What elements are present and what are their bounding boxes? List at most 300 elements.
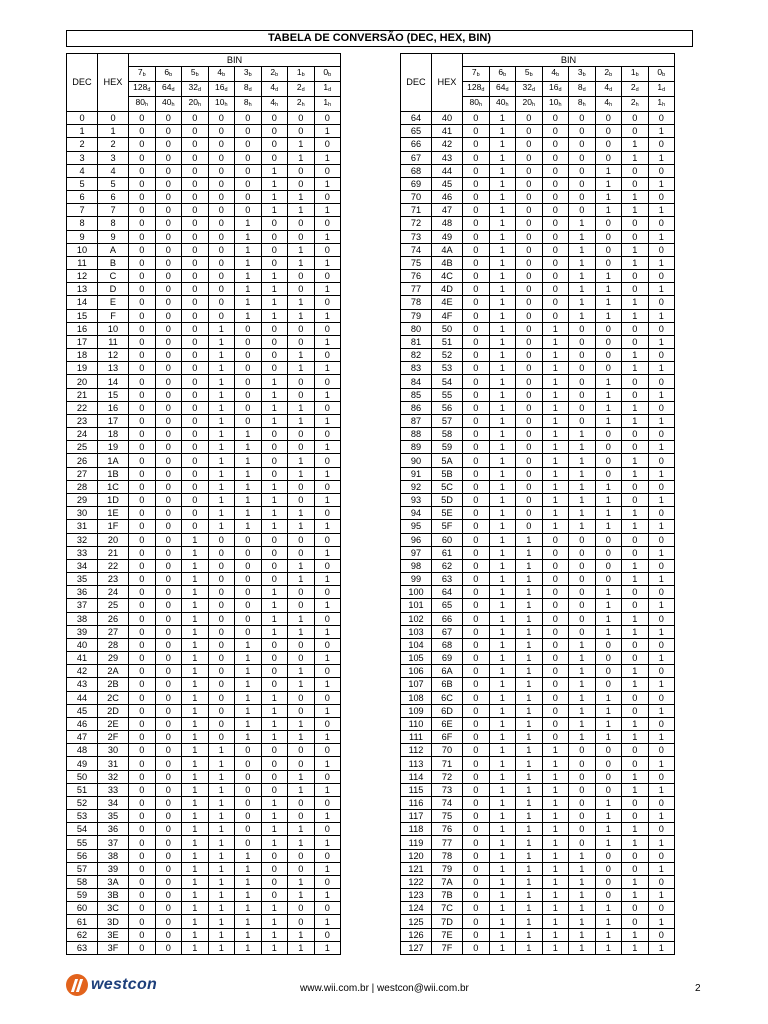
bin-bit-cell: 1 xyxy=(542,928,569,941)
dec-cell: 80 xyxy=(401,322,432,335)
dec-cell: 2 xyxy=(67,138,98,151)
bin-bit-cell: 0 xyxy=(261,770,288,783)
bin-bit-cell: 1 xyxy=(569,849,596,862)
bit-weight-label xyxy=(129,97,156,112)
bin-bit-cell: 0 xyxy=(516,217,543,230)
bin-bit-cell: 0 xyxy=(516,388,543,401)
bin-bit-cell: 1 xyxy=(261,928,288,941)
bin-bit-cell: 1 xyxy=(235,941,262,954)
bin-bit-cell: 1 xyxy=(595,296,622,309)
bin-bit-cell: 0 xyxy=(463,441,490,454)
bin-bit-cell: 0 xyxy=(648,875,675,888)
table-row xyxy=(67,638,341,651)
bin-bit-cell: 1 xyxy=(489,810,516,823)
bin-bit-cell: 0 xyxy=(129,388,156,401)
table-row xyxy=(67,902,341,915)
bit-weight-label xyxy=(595,67,622,82)
hex-cell: 19 xyxy=(98,441,129,454)
dec-cell: 55 xyxy=(67,836,98,849)
bin-bit-cell: 0 xyxy=(314,112,341,125)
bin-bit-cell: 1 xyxy=(595,177,622,190)
bin-bit-cell: 0 xyxy=(129,217,156,230)
bin-bit-cell: 0 xyxy=(569,138,596,151)
bit-weight-value: 32 xyxy=(522,82,532,92)
bin-bit-cell: 0 xyxy=(569,322,596,335)
bin-bit-cell: 1 xyxy=(542,836,569,849)
bin-bit-cell: 0 xyxy=(314,480,341,493)
bit-weight-value: 2 xyxy=(630,82,636,92)
bin-bit-cell: 0 xyxy=(622,428,649,441)
bin-bit-cell: 0 xyxy=(208,691,235,704)
bit-weight-label xyxy=(622,82,649,97)
bin-bit-cell: 1 xyxy=(261,388,288,401)
bin-bit-cell: 1 xyxy=(261,191,288,204)
table-row xyxy=(67,665,341,678)
bin-bit-cell: 0 xyxy=(288,915,315,928)
table-row xyxy=(401,441,675,454)
table-row xyxy=(401,691,675,704)
bin-bit-cell: 1 xyxy=(648,757,675,770)
bin-bit-cell: 0 xyxy=(463,625,490,638)
bit-weight-value: 128 xyxy=(133,82,148,92)
bin-bit-cell: 1 xyxy=(542,401,569,414)
bin-bit-cell: 0 xyxy=(182,296,209,309)
bin-bit-cell: 0 xyxy=(516,467,543,480)
bin-bit-cell: 1 xyxy=(516,638,543,651)
hex-cell: 2E xyxy=(98,717,129,730)
bin-bit-cell: 1 xyxy=(235,217,262,230)
bin-bit-cell: 0 xyxy=(129,480,156,493)
dec-cell: 27 xyxy=(67,467,98,480)
hex-cell: 78 xyxy=(432,849,463,862)
bit-weight-label xyxy=(235,82,262,97)
bin-bit-cell: 0 xyxy=(182,125,209,138)
bin-bit-cell: 1 xyxy=(516,757,543,770)
bin-bit-cell: 0 xyxy=(622,335,649,348)
bin-bit-cell: 0 xyxy=(542,270,569,283)
bin-bit-cell: 0 xyxy=(155,401,182,414)
bin-bit-cell: 0 xyxy=(235,625,262,638)
bin-bit-cell: 1 xyxy=(648,520,675,533)
bin-bit-cell: 1 xyxy=(182,757,209,770)
hex-cell: 24 xyxy=(98,586,129,599)
bin-bit-cell: 0 xyxy=(208,546,235,559)
hex-cell: 46 xyxy=(432,191,463,204)
dec-cell: 78 xyxy=(401,296,432,309)
bin-bit-cell: 1 xyxy=(489,296,516,309)
bit-weight-base: d xyxy=(582,87,586,93)
bin-bit-cell: 0 xyxy=(129,493,156,506)
table-row xyxy=(401,191,675,204)
table-row xyxy=(401,559,675,572)
bit-weight-label xyxy=(595,82,622,97)
hex-cell: 44 xyxy=(432,164,463,177)
bin-bit-cell: 0 xyxy=(129,191,156,204)
table-row xyxy=(401,112,675,125)
bin-bit-cell: 0 xyxy=(235,112,262,125)
bin-bit-cell: 1 xyxy=(208,441,235,454)
bin-bit-cell: 1 xyxy=(489,177,516,190)
bin-bit-cell: 0 xyxy=(129,204,156,217)
bin-bit-cell: 1 xyxy=(314,757,341,770)
bit-weight-value: 20 xyxy=(188,97,198,107)
bin-bit-cell: 0 xyxy=(314,217,341,230)
bin-bit-cell: 0 xyxy=(569,335,596,348)
bin-bit-cell: 1 xyxy=(516,889,543,902)
bin-bit-cell: 0 xyxy=(622,230,649,243)
dec-cell: 66 xyxy=(401,138,432,151)
bin-bit-cell: 0 xyxy=(155,691,182,704)
bin-bit-cell: 1 xyxy=(489,414,516,427)
bin-bit-cell: 0 xyxy=(288,599,315,612)
bin-bit-cell: 0 xyxy=(288,638,315,651)
bin-bit-cell: 1 xyxy=(542,454,569,467)
table-row xyxy=(67,243,341,256)
bin-bit-cell: 0 xyxy=(288,533,315,546)
bin-bit-cell: 0 xyxy=(208,125,235,138)
bin-bit-cell: 0 xyxy=(155,717,182,730)
table-row xyxy=(67,573,341,586)
bit-weight-value: 0 xyxy=(323,67,329,77)
dec-cell: 97 xyxy=(401,546,432,559)
bin-bit-cell: 1 xyxy=(235,731,262,744)
bin-bit-cell: 0 xyxy=(542,296,569,309)
bin-bit-cell: 1 xyxy=(569,691,596,704)
bin-bit-cell: 0 xyxy=(261,665,288,678)
bin-bit-cell: 0 xyxy=(516,322,543,335)
bin-bit-cell: 0 xyxy=(235,612,262,625)
bin-bit-cell: 1 xyxy=(208,362,235,375)
table-row xyxy=(401,256,675,269)
table-row xyxy=(401,204,675,217)
hex-cell: 48 xyxy=(432,217,463,230)
bin-bit-cell: 1 xyxy=(542,335,569,348)
table-row xyxy=(67,112,341,125)
bin-bit-cell: 1 xyxy=(314,283,341,296)
bin-bit-cell: 1 xyxy=(314,309,341,322)
bin-bit-cell: 1 xyxy=(208,493,235,506)
bin-bit-cell: 1 xyxy=(595,414,622,427)
bin-bit-cell: 0 xyxy=(463,546,490,559)
table-row xyxy=(67,309,341,322)
bin-bit-cell: 0 xyxy=(129,823,156,836)
bin-bit-cell: 1 xyxy=(516,665,543,678)
table-row xyxy=(67,533,341,546)
bin-bit-cell: 1 xyxy=(489,678,516,691)
bin-bit-cell: 0 xyxy=(314,243,341,256)
bin-bit-cell: 1 xyxy=(516,704,543,717)
bin-bit-cell: 1 xyxy=(595,586,622,599)
bin-bit-cell: 1 xyxy=(489,454,516,467)
bin-bit-cell: 1 xyxy=(622,520,649,533)
hex-cell: 49 xyxy=(432,230,463,243)
dec-cell: 86 xyxy=(401,401,432,414)
hex-cell: 20 xyxy=(98,533,129,546)
bin-bit-cell: 0 xyxy=(648,586,675,599)
bin-bit-cell: 1 xyxy=(182,573,209,586)
bin-bit-cell: 0 xyxy=(155,678,182,691)
dec-cell: 85 xyxy=(401,388,432,401)
bin-bit-cell: 1 xyxy=(235,704,262,717)
bin-bit-cell: 0 xyxy=(182,441,209,454)
bit-weight-base: h xyxy=(275,102,279,108)
bin-bit-cell: 0 xyxy=(235,349,262,362)
bin-bit-cell: 0 xyxy=(595,849,622,862)
table-row xyxy=(401,177,675,190)
dec-cell: 15 xyxy=(67,309,98,322)
bin-bit-cell: 0 xyxy=(622,480,649,493)
bin-bit-cell: 0 xyxy=(235,204,262,217)
dec-cell: 64 xyxy=(401,112,432,125)
bin-bit-cell: 0 xyxy=(155,770,182,783)
bin-bit-cell: 0 xyxy=(155,757,182,770)
bin-bit-cell: 0 xyxy=(129,243,156,256)
bin-bit-cell: 1 xyxy=(595,691,622,704)
bin-bit-cell: 0 xyxy=(155,665,182,678)
bin-bit-cell: 0 xyxy=(129,810,156,823)
bin-bit-cell: 0 xyxy=(314,401,341,414)
bin-bit-cell: 1 xyxy=(208,823,235,836)
hex-cell: 5A xyxy=(432,454,463,467)
bit-weight-value: 2 xyxy=(270,67,276,77)
dec-cell: 116 xyxy=(401,796,432,809)
bit-weight-value: 16 xyxy=(214,82,225,92)
dec-cell: 8 xyxy=(67,217,98,230)
bin-bit-cell: 0 xyxy=(595,428,622,441)
bit-weight-label xyxy=(155,82,182,97)
bin-bit-cell: 0 xyxy=(155,112,182,125)
bin-bit-cell: 0 xyxy=(595,573,622,586)
table-row xyxy=(401,836,675,849)
dec-cell: 77 xyxy=(401,283,432,296)
bin-bit-cell: 0 xyxy=(463,164,490,177)
bin-bit-cell: 0 xyxy=(155,309,182,322)
bin-bit-cell: 1 xyxy=(288,138,315,151)
bin-bit-cell: 1 xyxy=(542,875,569,888)
bin-bit-cell: 0 xyxy=(155,507,182,520)
hex-cell: 57 xyxy=(432,414,463,427)
table-row xyxy=(67,889,341,902)
bit-weight-base: h xyxy=(171,102,175,108)
hex-cell: 22 xyxy=(98,559,129,572)
bin-bit-cell: 1 xyxy=(569,875,596,888)
bin-bit-cell: 0 xyxy=(208,177,235,190)
bin-bit-cell: 1 xyxy=(516,941,543,954)
hex-cell: 21 xyxy=(98,546,129,559)
bin-bit-cell: 1 xyxy=(235,507,262,520)
table-row xyxy=(401,151,675,164)
bin-bit-cell: 0 xyxy=(463,507,490,520)
table-row xyxy=(67,836,341,849)
bit-weight-label xyxy=(208,97,235,112)
bin-bit-cell: 1 xyxy=(489,717,516,730)
hex-cell: 7F xyxy=(432,941,463,954)
bin-bit-cell: 0 xyxy=(208,586,235,599)
bin-bit-cell: 0 xyxy=(463,757,490,770)
bin-bit-cell: 0 xyxy=(595,243,622,256)
table-row xyxy=(401,902,675,915)
table-row xyxy=(401,467,675,480)
page-number: 2 xyxy=(695,983,701,994)
bin-bit-cell: 1 xyxy=(208,941,235,954)
bin-bit-cell: 1 xyxy=(595,704,622,717)
hex-cell: 5E xyxy=(432,507,463,520)
hex-cell: 36 xyxy=(98,823,129,836)
bin-bit-cell: 0 xyxy=(516,520,543,533)
bit-weight-value: 1 xyxy=(630,67,636,77)
bin-bit-cell: 0 xyxy=(129,138,156,151)
bin-bit-cell: 0 xyxy=(182,256,209,269)
bin-bit-cell: 1 xyxy=(208,401,235,414)
bin-bit-cell: 0 xyxy=(516,349,543,362)
bin-bit-cell: 0 xyxy=(155,375,182,388)
bit-weight-base: d xyxy=(301,87,305,93)
bin-bit-cell: 1 xyxy=(622,559,649,572)
table-row xyxy=(67,915,341,928)
table-row xyxy=(67,467,341,480)
bin-bit-cell: 1 xyxy=(288,362,315,375)
dec-cell: 75 xyxy=(401,256,432,269)
bin-bit-cell: 0 xyxy=(155,243,182,256)
dec-cell: 99 xyxy=(401,573,432,586)
bit-weight-base: b xyxy=(195,72,199,78)
bit-weight-label xyxy=(463,67,490,82)
bit-weight-value: 40 xyxy=(495,97,506,107)
bit-weight-label xyxy=(261,97,288,112)
dec-cell: 120 xyxy=(401,849,432,862)
bin-bit-cell: 0 xyxy=(542,164,569,177)
bin-bit-cell: 0 xyxy=(129,296,156,309)
bin-bit-cell: 1 xyxy=(516,875,543,888)
bin-bit-cell: 0 xyxy=(261,349,288,362)
bin-bit-cell: 1 xyxy=(235,256,262,269)
dec-cell: 54 xyxy=(67,823,98,836)
bit-weight-label xyxy=(235,97,262,112)
bin-bit-cell: 1 xyxy=(648,230,675,243)
dec-cell: 67 xyxy=(401,151,432,164)
bin-bit-cell: 1 xyxy=(569,256,596,269)
bin-bit-cell: 0 xyxy=(261,322,288,335)
bin-bit-cell: 0 xyxy=(155,744,182,757)
dec-cell: 115 xyxy=(401,783,432,796)
bin-bit-cell: 1 xyxy=(288,678,315,691)
bin-bit-cell: 0 xyxy=(595,665,622,678)
dec-cell: 76 xyxy=(401,270,432,283)
bit-weight-value: 80 xyxy=(135,97,145,107)
bit-weight-value: 1 xyxy=(323,82,329,92)
bin-bit-cell: 0 xyxy=(182,480,209,493)
bin-bit-cell: 1 xyxy=(542,796,569,809)
table-row xyxy=(67,125,341,138)
header-dec: DEC xyxy=(401,54,432,112)
bin-bit-cell: 1 xyxy=(595,164,622,177)
table-row xyxy=(67,862,341,875)
dec-cell: 18 xyxy=(67,349,98,362)
bin-bit-cell: 0 xyxy=(155,362,182,375)
hex-cell: 5 xyxy=(98,177,129,190)
bin-bit-cell: 1 xyxy=(235,678,262,691)
hex-cell: 0 xyxy=(98,112,129,125)
hex-cell: 67 xyxy=(432,625,463,638)
bin-bit-cell: 1 xyxy=(288,256,315,269)
dec-cell: 69 xyxy=(401,177,432,190)
bin-bit-cell: 1 xyxy=(569,704,596,717)
bin-bit-cell: 1 xyxy=(208,810,235,823)
table-row xyxy=(67,678,341,691)
bin-bit-cell: 1 xyxy=(489,362,516,375)
bin-bit-cell: 0 xyxy=(463,586,490,599)
dec-cell: 16 xyxy=(67,322,98,335)
bit-weight-base: d xyxy=(171,87,175,93)
bin-bit-cell: 1 xyxy=(489,520,516,533)
bin-bit-cell: 1 xyxy=(542,941,569,954)
bin-bit-cell: 0 xyxy=(648,744,675,757)
hex-cell: 2B xyxy=(98,678,129,691)
bin-bit-cell: 1 xyxy=(648,889,675,902)
hex-cell: 58 xyxy=(432,428,463,441)
bin-bit-cell: 0 xyxy=(463,401,490,414)
bin-bit-cell: 0 xyxy=(155,586,182,599)
bin-bit-cell: 1 xyxy=(314,889,341,902)
table-row xyxy=(67,349,341,362)
bin-bit-cell: 1 xyxy=(569,441,596,454)
bin-bit-cell: 0 xyxy=(622,270,649,283)
bin-bit-cell: 0 xyxy=(569,612,596,625)
hex-cell: 64 xyxy=(432,586,463,599)
bin-bit-cell: 1 xyxy=(489,783,516,796)
bit-weight-label xyxy=(595,97,622,112)
bin-bit-cell: 1 xyxy=(261,625,288,638)
dec-cell: 102 xyxy=(401,612,432,625)
bit-weight-label xyxy=(569,67,596,82)
bin-bit-cell: 0 xyxy=(569,414,596,427)
bin-bit-cell: 0 xyxy=(235,335,262,348)
dec-cell: 0 xyxy=(67,112,98,125)
hex-cell: 40 xyxy=(432,112,463,125)
bin-bit-cell: 1 xyxy=(569,941,596,954)
bin-bit-cell: 0 xyxy=(155,217,182,230)
bin-bit-cell: 1 xyxy=(622,612,649,625)
hex-cell: 4E xyxy=(432,296,463,309)
bin-bit-cell: 1 xyxy=(542,915,569,928)
bin-bit-cell: 0 xyxy=(648,612,675,625)
bin-bit-cell: 1 xyxy=(516,717,543,730)
table-row xyxy=(401,625,675,638)
bit-weight-base: h xyxy=(531,102,536,108)
bin-bit-cell: 1 xyxy=(542,849,569,862)
dec-cell: 106 xyxy=(401,665,432,678)
bin-bit-cell: 0 xyxy=(516,362,543,375)
bin-bit-cell: 1 xyxy=(595,612,622,625)
bin-bit-cell: 1 xyxy=(208,889,235,902)
bin-bit-cell: 1 xyxy=(516,625,543,638)
dec-cell: 11 xyxy=(67,256,98,269)
bin-bit-cell: 0 xyxy=(155,256,182,269)
bin-bit-cell: 1 xyxy=(314,652,341,665)
dec-cell: 31 xyxy=(67,520,98,533)
bin-bit-cell: 0 xyxy=(261,138,288,151)
table-row xyxy=(67,875,341,888)
bit-weight-value: 40 xyxy=(161,97,172,107)
bin-bit-cell: 1 xyxy=(314,230,341,243)
table-row xyxy=(67,177,341,190)
bit-weight-value: 32 xyxy=(188,82,198,92)
bit-weight-value: 2 xyxy=(604,67,610,77)
bin-bit-cell: 0 xyxy=(595,322,622,335)
bin-bit-cell: 1 xyxy=(489,546,516,559)
bin-bit-cell: 1 xyxy=(489,599,516,612)
bin-bit-cell: 0 xyxy=(182,362,209,375)
